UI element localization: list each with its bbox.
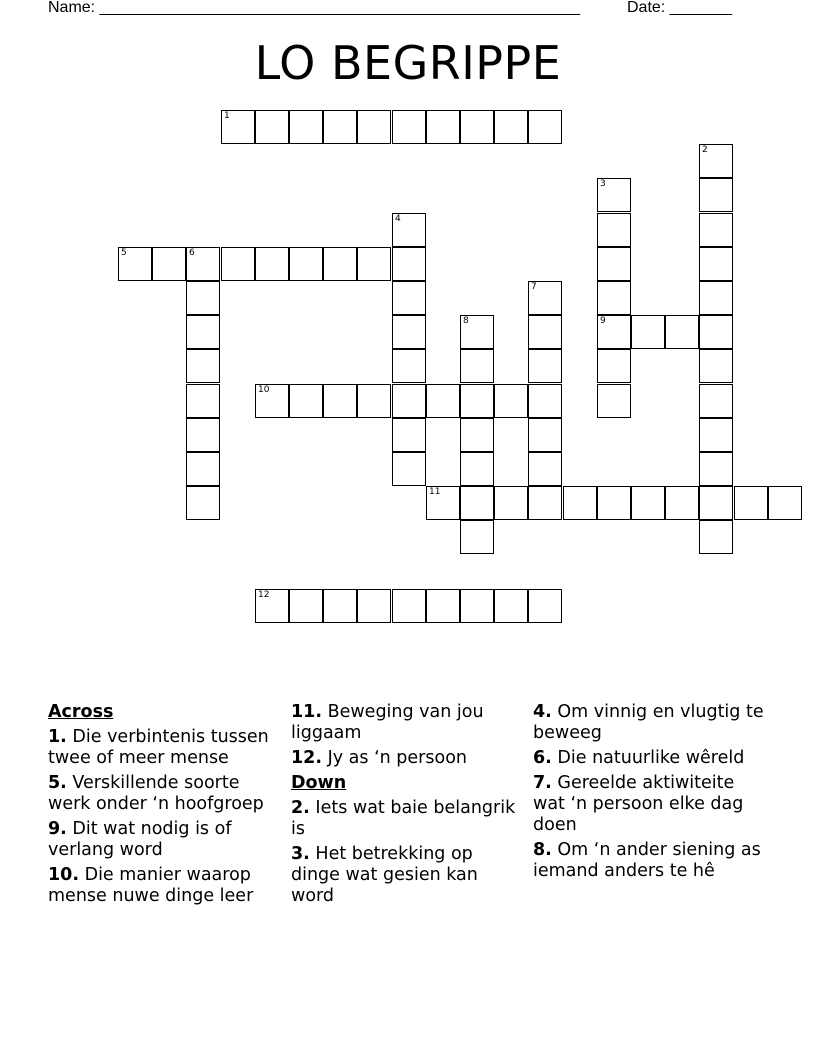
grid-cell[interactable] [460, 520, 494, 554]
grid-cell[interactable] [255, 589, 289, 623]
cell-number: 5 [121, 248, 127, 258]
grid-cell[interactable] [357, 384, 391, 418]
grid-cell[interactable] [734, 486, 768, 520]
cell-number: 12 [258, 590, 270, 600]
grid-cell[interactable] [186, 452, 220, 486]
grid-cell[interactable] [323, 589, 357, 623]
clue-number: 10. [48, 865, 80, 885]
grid-cell[interactable] [460, 589, 494, 623]
grid-cell[interactable] [392, 247, 426, 281]
grid-cell[interactable] [563, 486, 597, 520]
grid-cell[interactable] [323, 384, 357, 418]
clue-text: Jy as ‘n persoon [327, 748, 467, 768]
cell-number: 10 [258, 385, 270, 395]
grid-cell[interactable] [221, 110, 255, 144]
across-heading: Across [48, 702, 114, 722]
grid-cell[interactable] [699, 144, 733, 178]
grid-cell[interactable] [426, 384, 460, 418]
grid-cell[interactable] [699, 349, 733, 383]
clue-down-3 [291, 844, 526, 907]
clue-down-8 [533, 840, 768, 882]
grid-cell[interactable] [768, 486, 802, 520]
grid-cell[interactable] [699, 418, 733, 452]
grid-cell[interactable] [631, 486, 665, 520]
grid-cell[interactable] [289, 589, 323, 623]
clue-number: 7. [533, 773, 552, 793]
cell-number: 7 [531, 282, 537, 292]
grid-cell[interactable] [392, 384, 426, 418]
clue-text: Dit wat nodig is of verlang word [48, 819, 232, 860]
cell-number: 3 [600, 179, 606, 189]
grid-cell[interactable] [597, 281, 631, 315]
clue-number: 5. [48, 773, 67, 793]
clue-number: 9. [48, 819, 67, 839]
grid-cell[interactable] [289, 110, 323, 144]
grid-cell[interactable] [152, 247, 186, 281]
grid-cell[interactable] [186, 349, 220, 383]
cell-number: 8 [463, 316, 469, 326]
clue-number: 2. [291, 798, 310, 818]
grid-cell[interactable] [665, 486, 699, 520]
clue-text: Gereelde aktiwiteite wat ‘n persoon elke dag doen [533, 773, 744, 835]
grid-cell[interactable] [699, 178, 733, 212]
clue-down-4 [533, 702, 768, 744]
grid-cell[interactable] [357, 247, 391, 281]
grid-cell[interactable] [255, 384, 289, 418]
grid-cell[interactable] [699, 281, 733, 315]
grid-cell[interactable] [597, 178, 631, 212]
grid-cell[interactable] [528, 315, 562, 349]
clue-text: Verskillende soorte werk onder ‘n hoofgroep [48, 773, 264, 814]
grid-cell[interactable] [392, 589, 426, 623]
grid-cell[interactable] [460, 486, 494, 520]
grid-cell[interactable] [494, 110, 528, 144]
grid-cell[interactable] [597, 486, 631, 520]
grid-cell[interactable] [426, 110, 460, 144]
grid-cell[interactable] [357, 589, 391, 623]
grid-cell[interactable] [426, 589, 460, 623]
grid-cell[interactable] [392, 418, 426, 452]
clue-text: Die manier waarop mense nuwe dinge leer [48, 865, 254, 906]
grid-cell[interactable] [597, 384, 631, 418]
clue-text: Die natuurlike wêreld [557, 748, 745, 768]
grid-cell[interactable] [289, 384, 323, 418]
grid-cell[interactable] [392, 452, 426, 486]
grid-cell[interactable] [186, 384, 220, 418]
grid-cell[interactable] [528, 589, 562, 623]
cell-number: 2 [702, 145, 708, 155]
grid-cell[interactable] [392, 110, 426, 144]
clue-number: 12. [291, 748, 323, 768]
clue-across-1 [48, 727, 283, 769]
clue-down-7 [533, 773, 768, 836]
grid-cell[interactable] [494, 384, 528, 418]
grid-cell[interactable] [118, 247, 152, 281]
grid-cell[interactable] [460, 349, 494, 383]
grid-cell[interactable] [392, 281, 426, 315]
clue-text: Die verbintenis tussen twee of meer mense [48, 727, 269, 768]
clue-number: 1. [48, 727, 67, 747]
grid-cell[interactable] [460, 452, 494, 486]
grid-cell[interactable] [357, 110, 391, 144]
grid-cell[interactable] [699, 213, 733, 247]
grid-cell[interactable] [392, 349, 426, 383]
grid-cell[interactable] [460, 384, 494, 418]
grid-cell[interactable] [699, 247, 733, 281]
clues-column-3 [533, 702, 768, 886]
clue-down-2 [291, 798, 526, 840]
clue-across-9 [48, 819, 283, 861]
clue-number: 11. [291, 702, 323, 722]
date-field[interactable]: Date: _______ [627, 0, 732, 16]
clue-text: Iets wat baie belangrik is [291, 798, 516, 839]
grid-cell[interactable] [528, 349, 562, 383]
grid-cell[interactable] [221, 247, 255, 281]
cell-number: 11 [429, 487, 441, 497]
clue-text: Beweging van jou liggaam [291, 702, 484, 743]
grid-cell[interactable] [597, 247, 631, 281]
clue-number: 4. [533, 702, 552, 722]
cell-number: 6 [189, 248, 195, 258]
grid-cell[interactable] [699, 315, 733, 349]
grid-cell[interactable] [528, 384, 562, 418]
clue-down-6 [533, 748, 768, 769]
clue-across-5 [48, 773, 283, 815]
grid-cell[interactable] [528, 281, 562, 315]
grid-cell[interactable] [699, 520, 733, 554]
grid-cell[interactable] [597, 315, 631, 349]
grid-cell[interactable] [631, 315, 665, 349]
grid-cell[interactable] [186, 247, 220, 281]
grid-cell[interactable] [460, 110, 494, 144]
name-field[interactable]: Name: ______________________________________________________ [48, 0, 581, 16]
clue-text: Om vinnig en vlugtig te beweeg [533, 702, 764, 743]
grid-cell[interactable] [699, 452, 733, 486]
grid-cell[interactable] [323, 247, 357, 281]
grid-cell[interactable] [186, 315, 220, 349]
clue-text: Om ‘n ander siening as iemand anders te hê [533, 840, 761, 881]
grid-cell[interactable] [597, 213, 631, 247]
grid-cell[interactable] [528, 486, 562, 520]
clues-column-1 [48, 702, 283, 911]
grid-cell[interactable] [392, 315, 426, 349]
clue-text: Het betrekking op dinge wat gesien kan word [291, 844, 478, 906]
cell-number: 9 [600, 316, 606, 326]
clue-number: 6. [533, 748, 552, 768]
grid-cell[interactable] [665, 315, 699, 349]
clue-across-12 [291, 748, 526, 769]
grid-cell[interactable] [460, 418, 494, 452]
cell-number: 1 [224, 111, 230, 121]
grid-cell[interactable] [186, 486, 220, 520]
grid-cell[interactable] [699, 384, 733, 418]
grid-cell[interactable] [528, 110, 562, 144]
grid-cell[interactable] [597, 349, 631, 383]
grid-cell[interactable] [494, 589, 528, 623]
grid-cell[interactable] [289, 247, 323, 281]
grid-cell[interactable] [426, 486, 460, 520]
grid-cell[interactable] [255, 110, 289, 144]
grid-cell[interactable] [186, 281, 220, 315]
down-heading: Down [291, 773, 347, 793]
grid-cell[interactable] [255, 247, 289, 281]
grid-cell[interactable] [528, 418, 562, 452]
cell-number: 4 [395, 214, 401, 224]
grid-cell[interactable] [699, 486, 733, 520]
grid-cell[interactable] [460, 315, 494, 349]
grid-cell[interactable] [186, 418, 220, 452]
page-title: LO BEGRIPPE [254, 36, 562, 90]
grid-cell[interactable] [392, 213, 426, 247]
grid-cell[interactable] [323, 110, 357, 144]
clue-across-11 [291, 702, 526, 744]
clues-column-2 [291, 702, 526, 911]
clue-number: 8. [533, 840, 552, 860]
clue-number: 3. [291, 844, 310, 864]
grid-cell[interactable] [528, 452, 562, 486]
grid-cell[interactable] [494, 486, 528, 520]
clue-across-10 [48, 865, 283, 907]
